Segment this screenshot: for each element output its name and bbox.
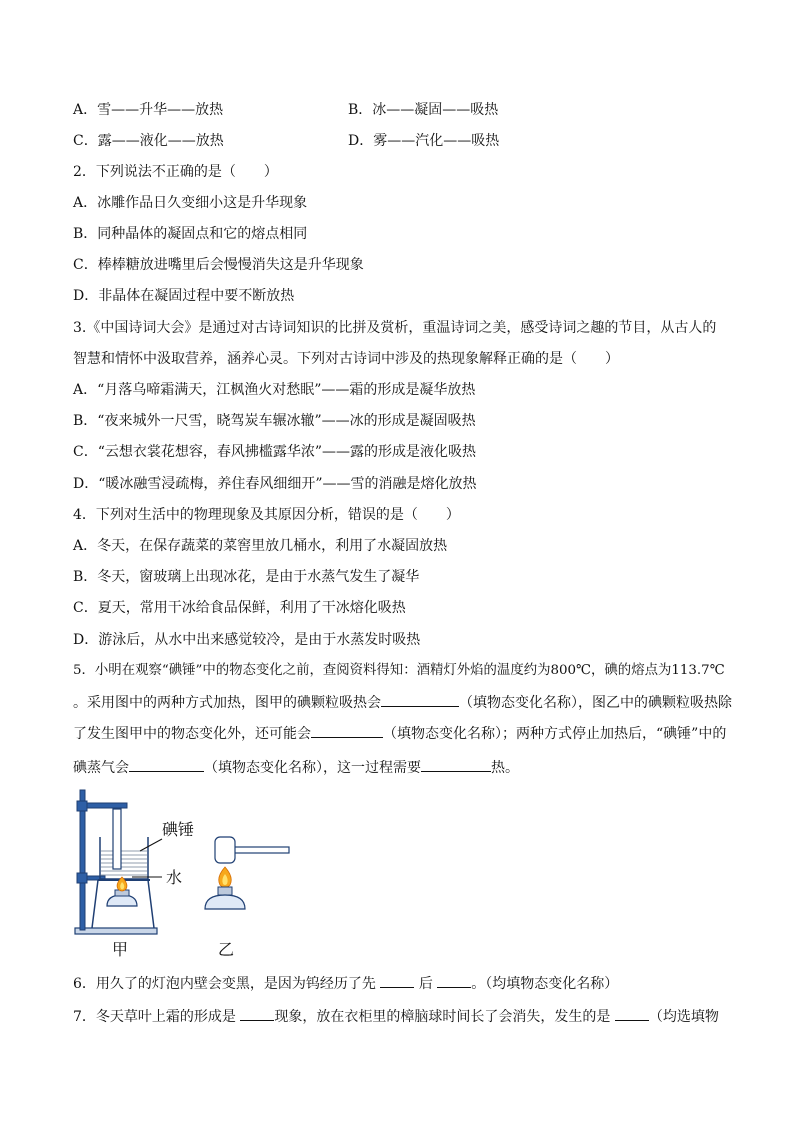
answer-blank-8[interactable] bbox=[615, 1006, 649, 1021]
label-water: 水 bbox=[166, 868, 183, 887]
q6-part-a: 6．用久了的灯泡内壁会变黑，是因为钨经历了先 bbox=[73, 976, 376, 992]
q7-line bbox=[73, 1006, 719, 1027]
q4-option-d: D．游泳后，从水中出来感觉较冷，是由于水蒸发时吸热 bbox=[73, 632, 421, 648]
answer-blank-4[interactable] bbox=[421, 757, 491, 772]
apparatus-yi bbox=[205, 837, 289, 909]
q3-stem-line1: 3.《中国诗词大会》是通过对古诗词知识的比拼及赏析，重温诗词之美，感受诗词之趣的节目，从古人的 bbox=[73, 320, 717, 336]
label-yi: 乙 bbox=[218, 940, 235, 959]
q2-stem: 2．下列说法不正确的是（ ） bbox=[73, 164, 278, 180]
q1-option-c: C．露——液化——放热 bbox=[73, 133, 224, 149]
q1-option-a: A．雪——升华——放热 bbox=[73, 102, 224, 118]
q7-part-a: 7．冬天草叶上霜的形成是 bbox=[73, 1009, 236, 1025]
q6-part-c: 。（均填物态变化名称） bbox=[471, 976, 619, 992]
q2-option-d: D．非晶体在凝固过程中要不断放热 bbox=[73, 288, 295, 304]
q5-line3-b: （填物态变化名称）；两种方式停止加热后，“碘锤”中的 bbox=[383, 726, 727, 742]
q5-line2-b: （填物态变化名称），图乙中的碘颗粒吸热除 bbox=[459, 695, 732, 711]
q3-option-d: D．“暖冰融雪浸疏梅，养住春风细细开”——雪的消融是熔化放热 bbox=[73, 476, 477, 492]
q7-part-b: 现象，放在衣柜里的樟脑球时间长了会消失，发生的是 bbox=[274, 1009, 611, 1025]
q5-line3-a: 了发生图甲中的物态变化外，还可能会 bbox=[73, 726, 311, 742]
answer-blank-1[interactable] bbox=[381, 692, 459, 707]
label-jia: 甲 bbox=[112, 940, 129, 959]
apparatus-jia bbox=[75, 790, 162, 934]
q5-line2 bbox=[73, 692, 732, 713]
q4-option-a: A．冬天，在保存蔬菜的菜窖里放几桶水，利用了水凝固放热 bbox=[73, 538, 448, 554]
q3-stem-line2: 智慧和情怀中汲取营养，涵养心灵。下列对古诗词中涉及的热现象解释正确的是（ ） bbox=[73, 351, 619, 367]
q6-part-b: 后 bbox=[418, 976, 433, 992]
q3-option-c: C．“云想衣裳花想容，春风拂槛露华浓”——露的形成是液化吸热 bbox=[73, 444, 477, 460]
q5-line4 bbox=[73, 757, 519, 778]
q4-option-c: C．夏天，常用干冰给食品保鲜，利用了干冰熔化吸热 bbox=[73, 600, 406, 616]
answer-blank-2[interactable] bbox=[311, 723, 383, 738]
q2-option-b: B．同种晶体的凝固点和它的熔点相同 bbox=[73, 226, 308, 242]
q2-option-a: A．冰雕作品日久变细小这是升华现象 bbox=[73, 195, 308, 211]
q5-line1: 5．小明在观察“碘锤”中的物态变化之前，查阅资料得知：酒精灯外焰的温度约为800℃，碘的熔点为113.7℃ bbox=[73, 663, 725, 678]
answer-blank-3[interactable] bbox=[129, 757, 204, 772]
q6-line bbox=[73, 973, 618, 994]
q3-option-a: A．“月落乌啼霜满天，江枫渔火对愁眠”——霜的形成是凝华放热 bbox=[73, 382, 476, 398]
q5-line2-a: 。采用图中的两种方式加热，图甲的碘颗粒吸热会 bbox=[73, 695, 381, 711]
q4-option-b: B．冬天，窗玻璃上出现冰花，是由于水蒸气发生了凝华 bbox=[73, 569, 420, 585]
q1-option-b: B．冰——凝固——吸热 bbox=[348, 102, 499, 118]
q1-option-d: D．雾——汽化——吸热 bbox=[348, 133, 500, 149]
q5-line3 bbox=[73, 723, 726, 744]
answer-blank-5[interactable] bbox=[380, 973, 414, 988]
q5-line4-c: 热。 bbox=[491, 760, 519, 776]
q5-line4-b: （填物态变化名称），这一过程需要 bbox=[204, 760, 421, 776]
answer-blank-7[interactable] bbox=[240, 1006, 274, 1021]
iodine-hammer-figure bbox=[70, 785, 310, 965]
q2-option-c: C．棒棒糖放进嘴里后会慢慢消失这是升华现象 bbox=[73, 257, 364, 273]
answer-blank-6[interactable] bbox=[437, 973, 471, 988]
q7-part-c: （均选填物 bbox=[648, 1009, 719, 1025]
q4-stem: 4．下列对生活中的物理现象及其原因分析，错误的是（ ） bbox=[73, 507, 460, 523]
q5-line4-a: 碘蒸气会 bbox=[73, 760, 129, 776]
q3-option-b: B．“夜来城外一尺雪，晓驾炭车辗冰辙”——冰的形成是凝固吸热 bbox=[73, 413, 476, 429]
label-iodine-hammer: 碘锤 bbox=[162, 820, 195, 839]
